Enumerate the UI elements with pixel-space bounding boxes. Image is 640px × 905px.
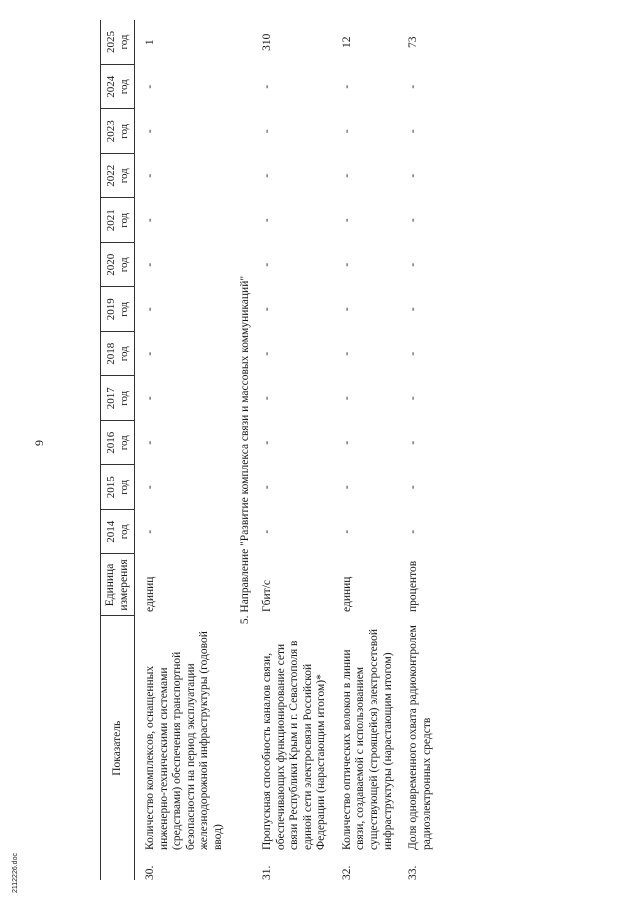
row-value: - — [407, 396, 420, 401]
table-row — [141, 20, 228, 880]
header-year: 2016 год — [101, 420, 135, 465]
row-number: 33. — [407, 865, 420, 880]
row-unit: единиц — [144, 576, 157, 612]
header-year: 2015 год — [101, 465, 135, 510]
header-year: 2020 год — [101, 242, 135, 287]
row-value: - — [340, 529, 353, 534]
row-value: - — [340, 440, 353, 445]
row-value: - — [407, 129, 420, 134]
header-year: 2021 год — [101, 198, 135, 243]
row-value: - — [261, 396, 274, 401]
table-row — [404, 20, 437, 880]
header-unit: Единица измерения — [101, 554, 135, 616]
row-indicator: Количество комплексов, оснащенных инженерно-техническими системами (средствами) обеспечения транспортной безопасности на период эксплуатации железнодорожной инфраструктуры (годовой ввод) — [144, 631, 224, 850]
row-value: - — [144, 218, 157, 223]
header-year: 2024 год — [101, 64, 135, 109]
row-value: - — [261, 307, 274, 312]
row-value: - — [340, 84, 353, 89]
row-value: - — [261, 262, 274, 267]
row-value: - — [144, 440, 157, 445]
table-row — [338, 20, 398, 880]
row-value: 310 — [261, 33, 274, 51]
row-value: - — [144, 396, 157, 401]
header-year: 2022 год — [101, 153, 135, 198]
row-indicator: Доля одновременного охвата радиоконтролем радиоэлектронных средств — [407, 625, 433, 850]
row-value: - — [144, 173, 157, 178]
row-value: - — [261, 529, 274, 534]
row-value: - — [261, 129, 274, 134]
row-number: 31. — [261, 865, 274, 880]
row-value: - — [261, 440, 274, 445]
row-value: - — [340, 396, 353, 401]
row-indicator: Пропускная способность каналов связи, обеспечивающих функционирование сети связи Республики Крым и г. Севастополя в единой сети электросвязи Российской Федерации (нарастающим итогом)* — [261, 640, 328, 850]
footer-filename: 2112226.doc — [12, 853, 19, 893]
page-number: 9 — [32, 440, 46, 446]
section-row — [229, 20, 259, 880]
row-value: - — [340, 262, 353, 267]
row-value: - — [407, 485, 420, 490]
row-value: - — [340, 173, 353, 178]
row-value: 73 — [407, 36, 420, 48]
row-value: - — [261, 485, 274, 490]
row-value: - — [261, 84, 274, 89]
header-year: 2019 год — [101, 287, 135, 332]
row-value: - — [340, 485, 353, 490]
row-value: - — [407, 84, 420, 89]
row-value: - — [407, 173, 420, 178]
row-value: - — [144, 262, 157, 267]
row-value: - — [144, 129, 157, 134]
row-unit: Гбит/с — [261, 580, 274, 612]
row-number: 30. — [144, 865, 157, 880]
header-year: 2025 год — [101, 20, 135, 65]
rotated-table-container — [100, 20, 620, 880]
indicators-table — [100, 20, 437, 880]
section-title: 5. Направление "Развитие комплекса связи и массовых коммуникаций" — [238, 275, 251, 625]
row-indicator: Количество оптических волокон в линии связи, создаваемой с использованием существующей (строящейся) электросетевой инфраструктуры (нарастающим итогом) — [340, 628, 394, 850]
row-value: - — [407, 307, 420, 312]
row-value: 1 — [144, 39, 157, 46]
header-year: 2017 год — [101, 376, 135, 421]
row-value: - — [407, 440, 420, 445]
header-indicator: Показатель — [101, 616, 135, 880]
row-value: - — [144, 485, 157, 490]
row-value: 12 — [340, 36, 353, 48]
row-unit: единиц — [340, 576, 353, 612]
row-value: - — [407, 351, 420, 356]
row-value: - — [340, 129, 353, 134]
table-row — [258, 20, 332, 880]
row-value: - — [144, 307, 157, 312]
row-value: - — [261, 351, 274, 356]
row-value: - — [407, 218, 420, 223]
row-value: - — [340, 218, 353, 223]
row-value: - — [144, 351, 157, 356]
header-year: 2023 год — [101, 109, 135, 154]
row-value: - — [144, 529, 157, 534]
table-header — [101, 20, 135, 880]
row-value: - — [144, 84, 157, 89]
row-value: - — [340, 307, 353, 312]
row-value: - — [407, 262, 420, 267]
row-unit: процентов — [407, 560, 420, 612]
row-value: - — [261, 173, 274, 178]
header-year: 2014 год — [101, 509, 135, 554]
row-value: - — [261, 218, 274, 223]
row-number: 32. — [340, 865, 353, 880]
header-year: 2018 год — [101, 331, 135, 376]
row-value: - — [407, 529, 420, 534]
row-value: - — [340, 351, 353, 356]
